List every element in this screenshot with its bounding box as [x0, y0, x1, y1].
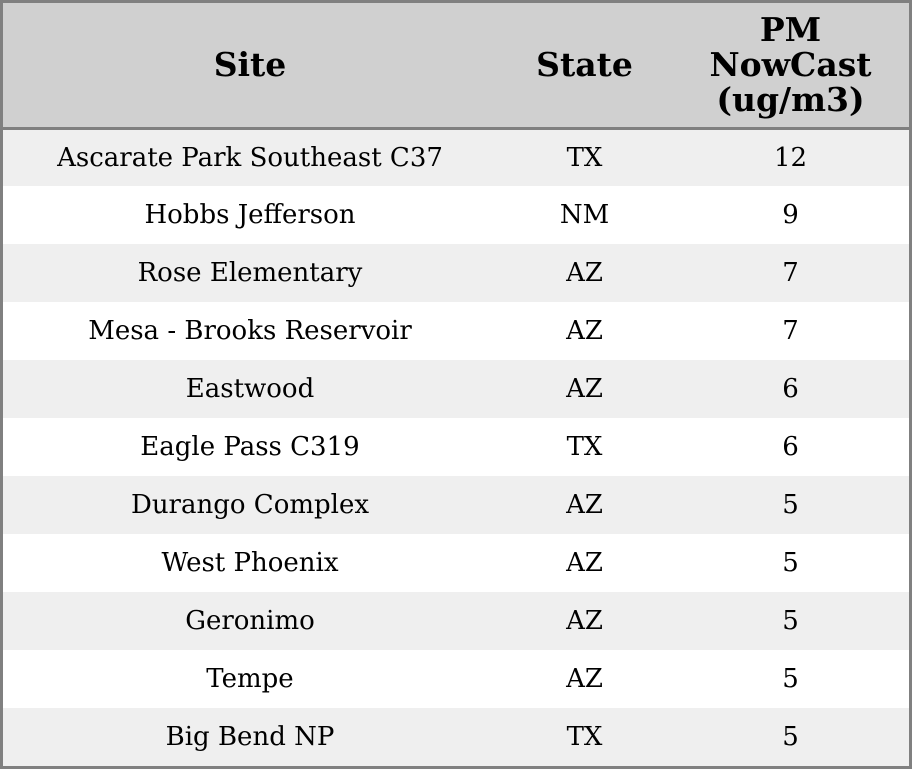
header-pm-line-2: NowCast	[709, 45, 872, 85]
site-cell: Big Bend NP	[165, 722, 335, 752]
header-pm-line-3: (ug/m3)	[716, 80, 865, 120]
site-cell: West Phoenix	[161, 548, 339, 578]
header-site: Site	[3, 3, 497, 128]
state-cell: AZ	[566, 490, 603, 520]
state-cell: TX	[566, 432, 603, 462]
pm-value-cell: 7	[782, 258, 799, 288]
table-row	[3, 128, 909, 186]
pm-value-cell: 6	[782, 374, 799, 404]
pm-value-cell: 9	[782, 200, 799, 230]
table-row	[3, 244, 909, 302]
state-cell: AZ	[566, 664, 603, 694]
pm-value-cell: 5	[782, 664, 799, 694]
table-row	[3, 534, 909, 592]
table-body	[3, 128, 909, 766]
table-row	[3, 476, 909, 534]
state-cell: AZ	[566, 374, 603, 404]
site-cell: Rose Elementary	[137, 258, 363, 288]
state-cell: NM	[559, 200, 610, 230]
site-cell: Durango Complex	[130, 490, 370, 520]
pm-nowcast-table	[3, 3, 909, 766]
pm-value-cell: 5	[782, 722, 799, 752]
header-state: State	[497, 3, 672, 128]
state-cell: TX	[566, 722, 603, 752]
site-cell: Eagle Pass C319	[140, 432, 360, 462]
table-row	[3, 650, 909, 708]
state-cell: AZ	[566, 606, 603, 636]
pm-value-cell: 5	[782, 548, 799, 578]
table-row	[3, 360, 909, 418]
table-row	[3, 418, 909, 476]
table-row	[3, 708, 909, 766]
table-row	[3, 186, 909, 244]
pm-value-cell: 6	[782, 432, 799, 462]
state-cell: TX	[566, 142, 603, 173]
table-row	[3, 592, 909, 650]
state-cell: AZ	[566, 548, 603, 578]
site-cell: Hobbs Jefferson	[144, 200, 356, 230]
site-cell: Tempe	[206, 664, 294, 694]
site-cell: Ascarate Park Southeast C37	[57, 142, 443, 173]
pm-value-cell: 5	[782, 490, 799, 520]
site-cell: Mesa - Brooks Reservoir	[88, 316, 412, 346]
pm-value-cell: 5	[782, 606, 799, 636]
state-cell: AZ	[566, 258, 603, 288]
pm-value-cell: 12	[773, 142, 808, 173]
state-cell: AZ	[566, 316, 603, 346]
header-pm-line-1: PM	[759, 10, 822, 50]
header-pm-nowcast	[672, 3, 909, 128]
pm-value-cell: 7	[782, 316, 799, 346]
table-row	[3, 302, 909, 360]
site-cell: Eastwood	[185, 374, 315, 404]
header-row	[3, 3, 909, 128]
site-cell: Geronimo	[185, 606, 315, 636]
